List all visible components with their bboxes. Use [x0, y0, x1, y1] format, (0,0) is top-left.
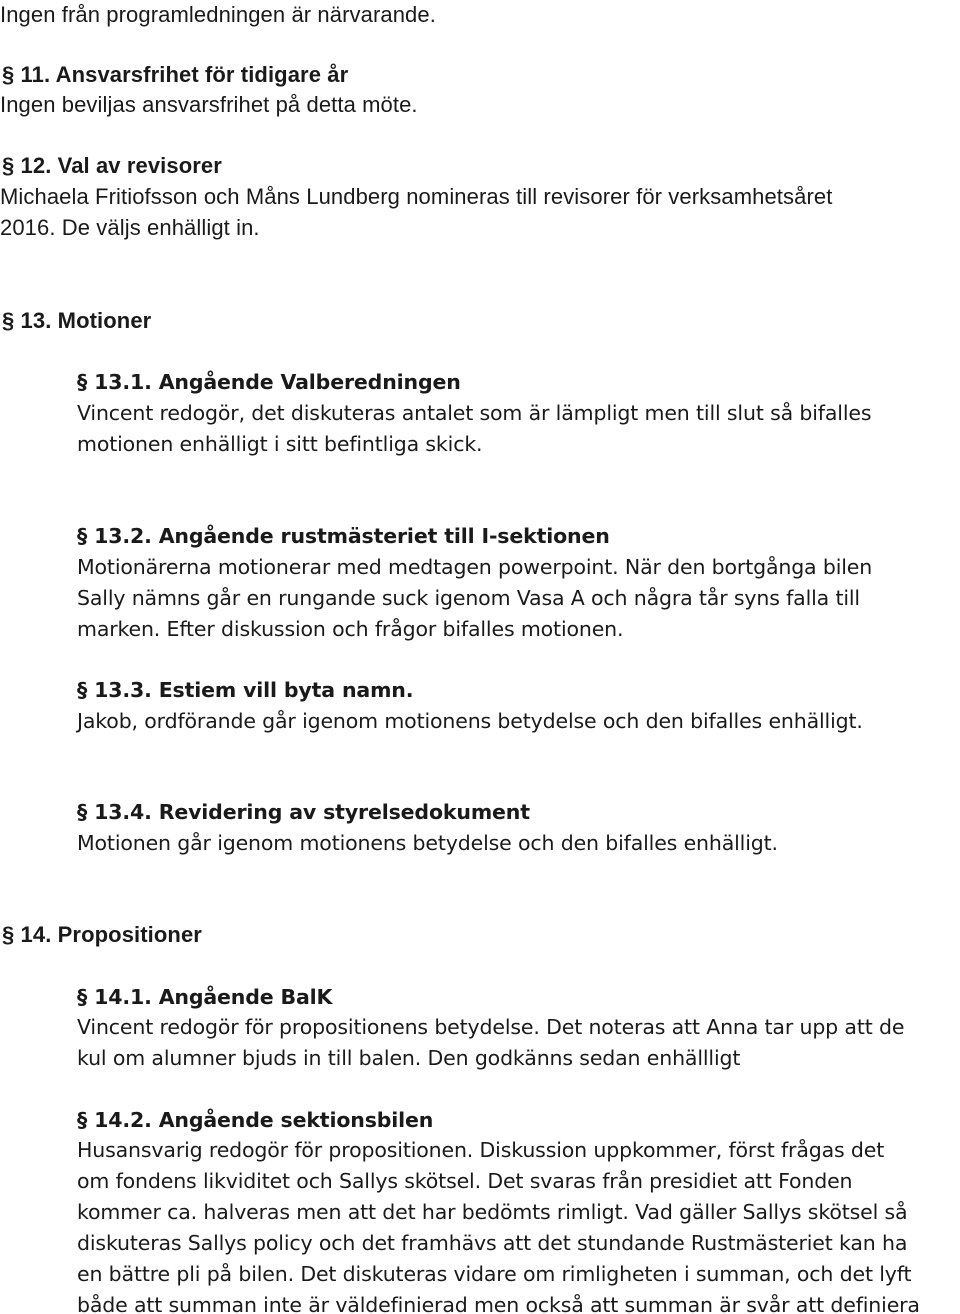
section-14-1-heading: § 14.1. Angående BalK — [77, 985, 333, 1009]
section-11-body: Ingen beviljas ansvarsfrihet på detta möte. — [0, 92, 418, 117]
section-14-2-body-line: både att summan inte är väldefinierad men också att summan är svår att definiera — [77, 1293, 920, 1314]
section-13-2-body-line: Motionärerna motionerar med medtagen powerpoint. När den bortgånga bilen — [77, 555, 873, 579]
section-14-heading: § 14. Propositioner — [2, 922, 202, 947]
section-14-1-body-line: Vincent redogör för propositionens betydelse. Det noteras att Anna tar upp att de — [77, 1015, 905, 1039]
section-14-2-body-line: diskuteras Sallys policy och det framhävs att det stundande Rustmästeriet kan ha — [77, 1231, 908, 1255]
section-13-2-heading: § 13.2. Angående rustmästeriet till I-sektionen — [77, 524, 610, 548]
section-13-1-heading: § 13.1. Angående Valberedningen — [77, 370, 461, 394]
section-13-4-body-line: Motionen går igenom motionens betydelse och den bifalles enhälligt. — [77, 831, 778, 855]
section-13-3-body-line: Jakob, ordförande går igenom motionens betydelse och den bifalles enhälligt. — [77, 709, 863, 733]
section-11-heading: § 11. Ansvarsfrihet för tidigare år — [2, 62, 349, 87]
section-13-heading: § 13. Motioner — [2, 308, 152, 333]
section-14-2-body-line: Husansvarig redogör för propositionen. Diskussion uppkommer, först frågas det — [77, 1138, 885, 1162]
section-14-2-body-line: kommer ca. halveras men att det har bedömts rimligt. Vad gäller Sallys skötsel så — [77, 1200, 908, 1224]
section-13-4-heading: § 13.4. Revidering av styrelsedokument — [77, 800, 530, 824]
section-12-body-line: Michaela Fritiofsson och Måns Lundberg nomineras till revisorer för verksamhetsåret — [0, 184, 833, 209]
section-14-2-body-line: om fondens likviditet och Sallys skötsel. Det svaras från presidiet att Fonden — [77, 1169, 853, 1193]
section-13-1-body-line: motionen enhälligt i sitt befintliga skick. — [77, 432, 483, 456]
section-14-1-body-line: kul om alumner bjuds in till balen. Den godkänns sedan enhällligt — [77, 1046, 741, 1070]
section-13-1-body-line: Vincent redogör, det diskuteras antalet som är lämpligt men till slut så bifalles — [77, 401, 872, 425]
section-14-2-body-line: en bättre pli på bilen. Det diskuteras vidare om rimligheten i summan, och det lyft — [77, 1262, 912, 1286]
section-12-heading: § 12. Val av revisorer — [2, 153, 222, 178]
section-13-2-body-line: Sally nämns går en rungande suck igenom Vasa A och några tår syns falla till — [77, 586, 860, 610]
section-14-2-heading: § 14.2. Angående sektionsbilen — [77, 1108, 434, 1132]
section-13-3-heading: § 13.3. Estiem vill byta namn. — [77, 678, 414, 702]
intro-line: Ingen från programledningen är närvarande. — [0, 2, 436, 27]
section-13-2-body-line: marken. Efter diskussion och frågor bifalles motionen. — [77, 617, 624, 641]
section-12-body-line: 2016. De väljs enhälligt in. — [0, 215, 260, 240]
